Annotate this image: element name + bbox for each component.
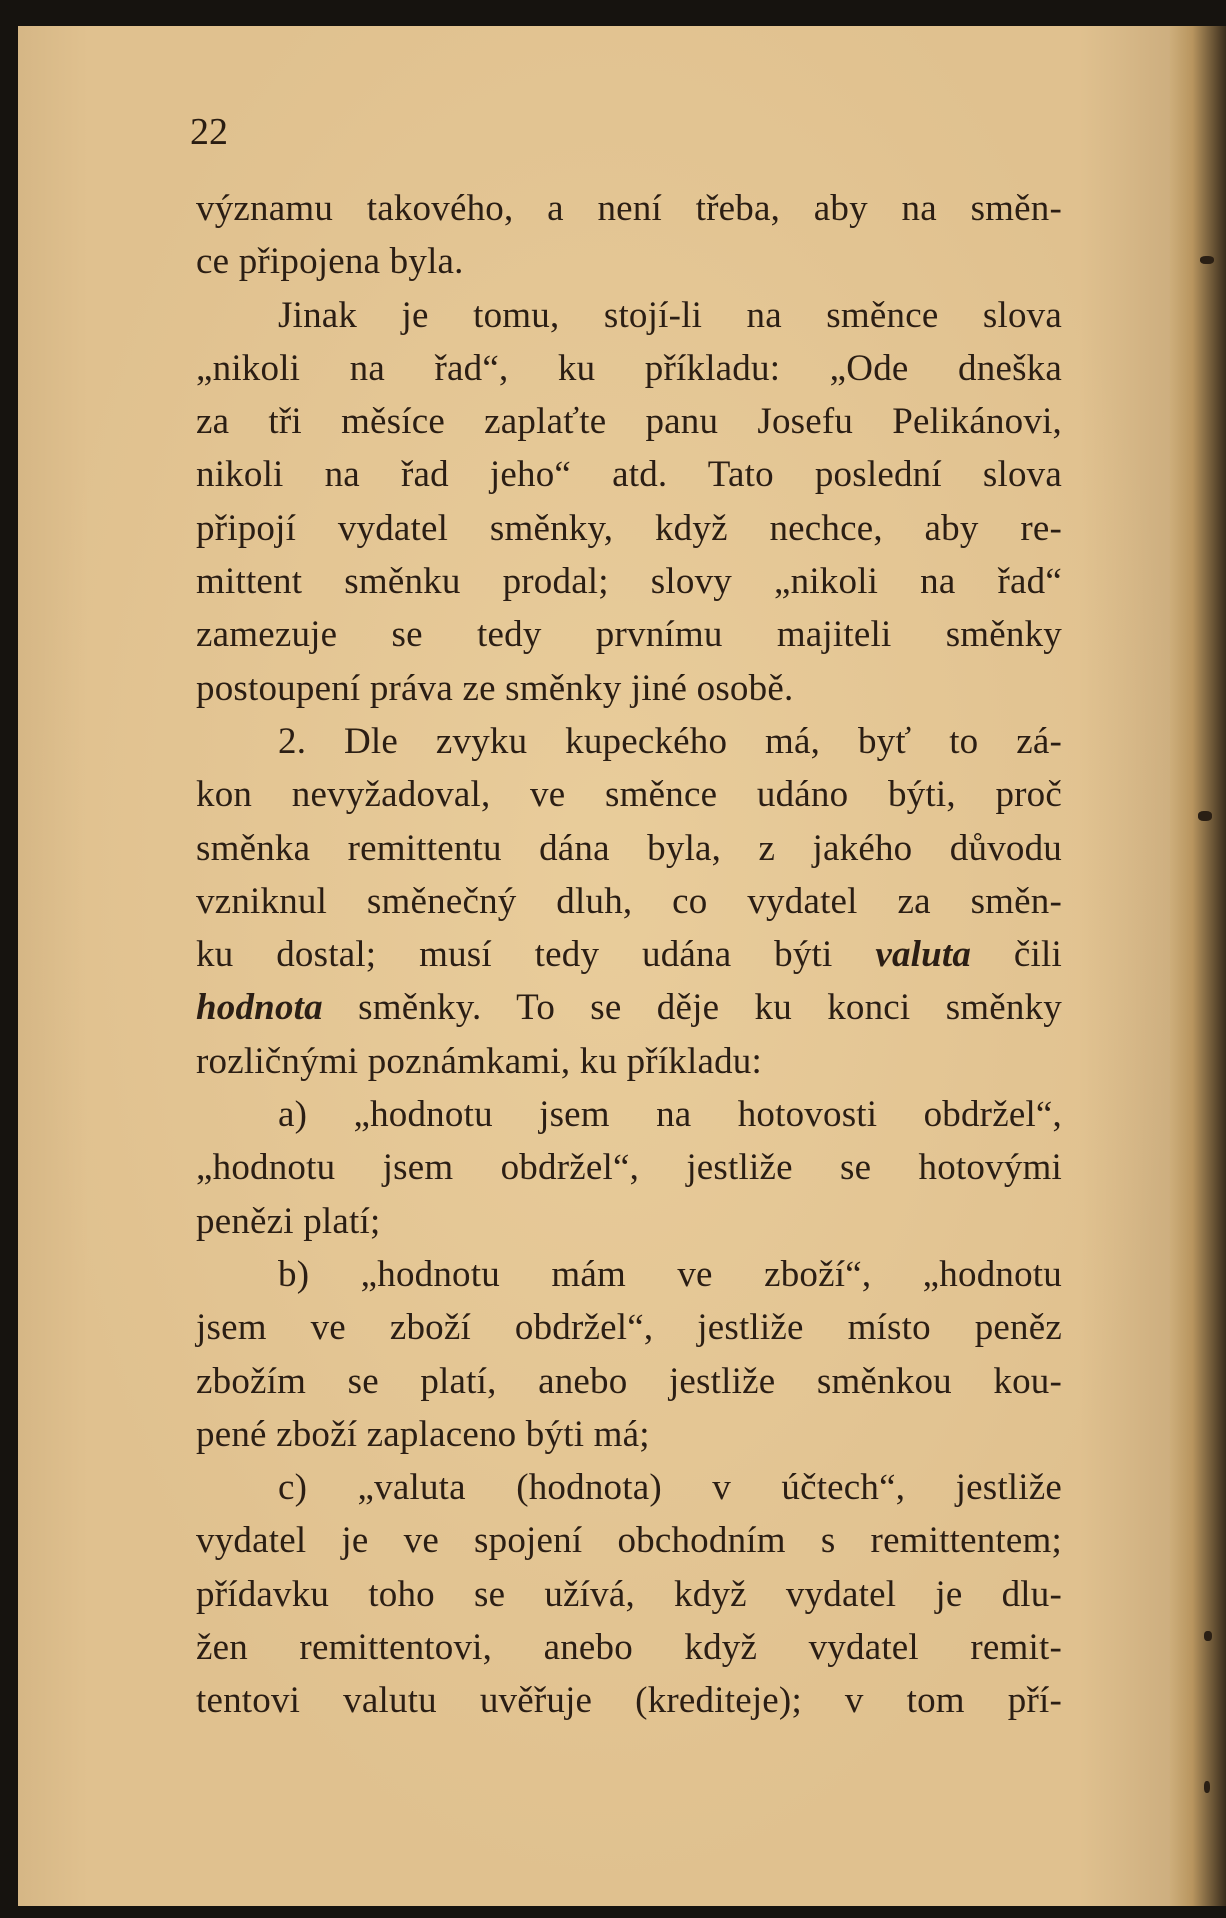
text-line: žen remittentovi, anebo když vydatel remit- <box>196 1627 1062 1669</box>
text-line: zamezuje se tedy prvnímu majiteli směnky <box>196 614 1062 656</box>
text-line: směnka remittentu dána byla, z jakého důvodu <box>196 827 1062 869</box>
text-line: vydatel je ve spojení obchodním s remittentem; <box>196 1520 1062 1562</box>
text-line: významu takového, a není třeba, aby na směn- <box>196 188 1062 229</box>
text-line: za tři měsíce zaplaťte panu Josefu Pelikánovi, <box>196 401 1062 443</box>
text-line: c) „valuta (hodnota) v účtech“, jestliže <box>278 1467 1062 1509</box>
text-line: vzniknul směnečný dluh, co vydatel za směn- <box>196 880 1062 922</box>
text-line: a) „hodnotu jsem na hotovosti obdržel“, <box>278 1094 1062 1136</box>
page-number: 22 <box>190 111 228 153</box>
text-line: nikoli na řad jeho“ atd. Tato poslední slova <box>196 454 1062 496</box>
emphasized-term-valuta: valuta <box>875 934 972 976</box>
text-line-with-emphasis <box>196 928 1062 981</box>
text-line: Jinak je tomu, stojí-li na směnce slova <box>278 294 1062 336</box>
text-line: rozličnými poznámkami, ku příkladu: <box>196 1040 762 1082</box>
page-body-text <box>196 182 1062 1728</box>
text-line: jsem ve zboží obdržel“, jestliže místo peněz <box>196 1307 1062 1349</box>
book-gutter <box>1170 26 1226 1906</box>
text-line: mittent směnku prodal; slovy „nikoli na řad“ <box>196 561 1062 603</box>
text-line: připojí vydatel směnky, když nechce, aby re- <box>196 507 1062 549</box>
text-line: b) „hodnotu mám ve zboží“, „hodnotu <box>278 1253 1062 1295</box>
emphasized-term-hodnota: hodnota <box>196 987 323 1029</box>
text-line: tentovi valutu uvěřuje (krediteje); v tom pří- <box>196 1680 1062 1722</box>
text-line: ce připojena byla. <box>196 241 464 283</box>
text-line: postoupení práva ze směnky jiné osobě. <box>196 667 794 709</box>
text-line: kon nevyžadoval, ve směnce udáno býti, proč <box>196 774 1062 816</box>
text-fragment: směnky. To se děje ku konci směnky <box>322 987 1062 1029</box>
text-fragment: ku dostal; musí tedy udána býti <box>196 934 876 976</box>
text-line: 2. Dle zvyku kupeckého má, byť to zá- <box>278 720 1062 762</box>
text-fragment: čili <box>971 934 1062 976</box>
text-line: „hodnotu jsem obdržel“, jestliže se hotovými <box>196 1147 1062 1189</box>
text-line-with-emphasis <box>196 981 1062 1034</box>
text-line: zbožím se platí, anebo jestliže směnkou kou- <box>196 1360 1062 1402</box>
text-line: přídavku toho se užívá, když vydatel je dlu- <box>196 1573 1062 1615</box>
text-line: penězi platí; <box>196 1200 381 1242</box>
text-line: „nikoli na řad“, ku příkladu: „Ode dneška <box>196 347 1062 389</box>
text-line: pené zboží zaplaceno býti má; <box>196 1413 650 1455</box>
